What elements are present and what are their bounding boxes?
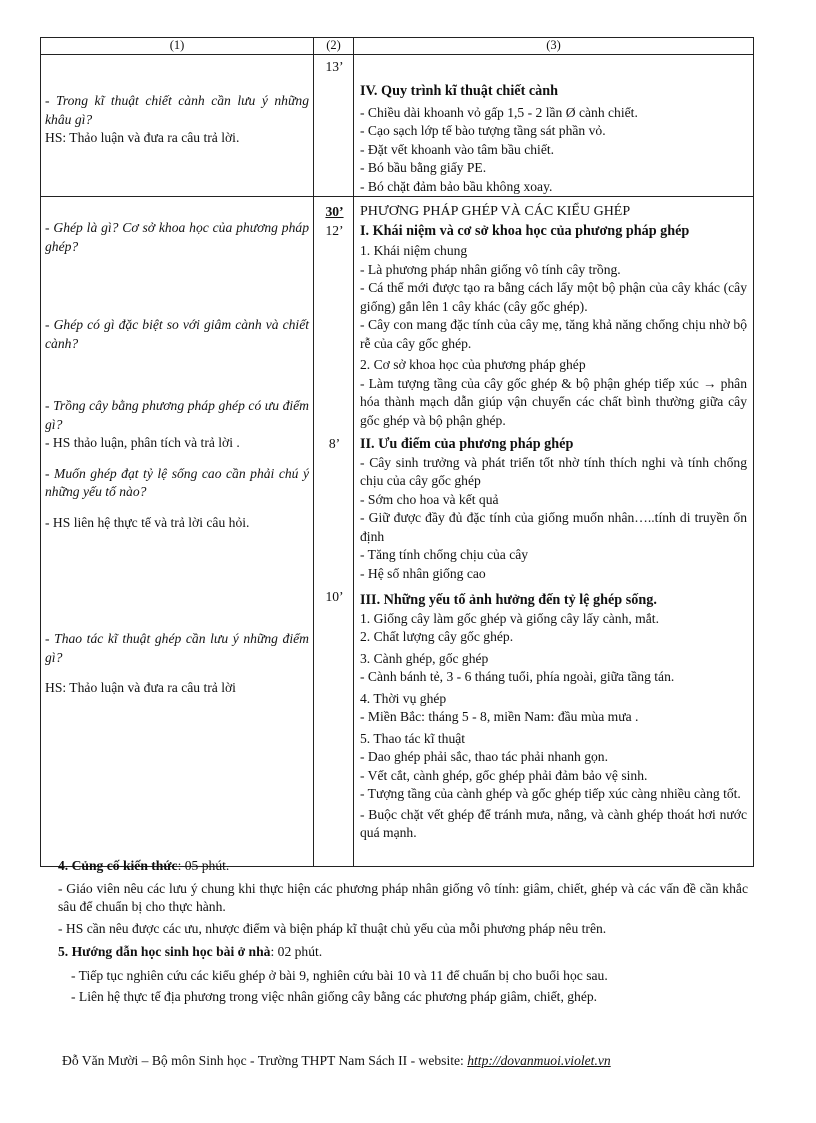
table-header-row bbox=[41, 38, 754, 55]
row2-s1-sub1: 1. Khái niệm chung bbox=[360, 243, 468, 258]
row2-s3-item: - Miền Bắc: tháng 5 - 8, miền Nam: đầu mùa mưa . bbox=[360, 709, 639, 724]
row2-s1-line: - Cá thể mới được tạo ra bằng cách lấy một bộ phận của cây khác (cây giống) gắn lên 1 cây khác (cây gốc ghép). bbox=[360, 280, 747, 314]
page-footer bbox=[62, 1052, 742, 1071]
row2-question-5: - Thao tác kĩ thuật ghép cần lưu ý những điểm gì? bbox=[45, 631, 309, 665]
row1-time: 13’ bbox=[325, 59, 344, 74]
row2-s3-item: 5. Thao tác kĩ thuật bbox=[360, 730, 466, 746]
section-5 bbox=[58, 943, 758, 1007]
row2-question-4: - Muốn ghép đạt tỷ lệ sống cao cần phải chú ý những yếu tố nào? bbox=[45, 465, 309, 499]
footer-text: Đỗ Văn Mười – Bộ môn Sinh học - Trường THPT Nam Sách II - website: bbox=[62, 1053, 468, 1068]
row2-s3-item: - Dao ghép phải sắc, thao tác phải nhanh gọn. bbox=[360, 749, 609, 764]
row2-s2-line: - Tăng tính chống chịu của cây bbox=[360, 547, 529, 562]
row2-section3-heading: III. Những yếu tố ảnh hưởng đến tỷ lệ ghép sống. bbox=[360, 592, 657, 608]
row1-time-cell bbox=[314, 55, 354, 197]
row1-line: - Cạo sạch lớp tế bào tượng tầng sát phần vỏ. bbox=[360, 123, 606, 138]
row2-answer-5: HS: Thảo luận và đưa ra câu trả lời bbox=[45, 680, 236, 695]
row1-line: - Bó bầu bằng giấy PE. bbox=[360, 160, 487, 175]
row1-content-cell bbox=[354, 55, 754, 197]
row2-answer-4: - HS liên hệ thực tế và trả lời câu hỏi. bbox=[45, 514, 250, 530]
section-4-title: 4. Củng cố kiến thức bbox=[58, 858, 178, 873]
header-col-1: (1) bbox=[41, 38, 314, 55]
table-row bbox=[41, 197, 754, 867]
section-4 bbox=[58, 857, 758, 938]
row2-question-2: - Ghép có gì đặc biệt so với giâm cành và chiết cành? bbox=[45, 317, 309, 351]
row2-s3-item: - Vết cắt, cành ghép, gốc ghép phải đảm bảo vệ sinh. bbox=[360, 767, 648, 783]
row2-answer-3: - HS thảo luận, phân tích và trả lời . bbox=[45, 435, 240, 450]
lesson-table bbox=[40, 37, 754, 867]
row2-main-heading: PHƯƠNG PHÁP GHÉP VÀ CÁC KIỂU GHÉP bbox=[360, 204, 631, 219]
row2-s2-line: - Hệ số nhân giống cao bbox=[360, 565, 486, 581]
row2-activity-cell bbox=[41, 197, 314, 867]
row2-time-3: 10’ bbox=[325, 588, 344, 604]
row2-question-1: - Ghép là gì? Cơ sở khoa học của phương pháp ghép? bbox=[45, 220, 309, 254]
section-5-line: - Liên hệ thực tế địa phương trong việc nhân giống cây bằng các phương pháp giâm, chiết, ghép. bbox=[71, 989, 598, 1004]
row2-s1-line: - Cây con mang đặc tính của cây mẹ, tăng khả năng chống chịu nhờ bộ rễ của cây gốc ghép. bbox=[360, 317, 747, 351]
section-5-title: 5. Hướng dẫn học sinh học bài ở nhà bbox=[58, 944, 271, 959]
row2-time-1: 12’ bbox=[325, 222, 344, 238]
row2-time-cell bbox=[314, 197, 354, 867]
row2-s3-item: - Cành bánh tẻ, 3 - 6 tháng tuổi, phía ngoài, giữa tầng tán. bbox=[360, 669, 675, 684]
row2-s3-item: 4. Thời vụ ghép bbox=[360, 690, 447, 706]
row2-s3-item: 2. Chất lượng cây gốc ghép. bbox=[360, 629, 514, 644]
row1-line: - Bó chặt đảm bảo bầu không xoay. bbox=[360, 178, 553, 194]
row2-s3-item: 3. Cành ghép, gốc ghép bbox=[360, 650, 489, 666]
row2-section1-heading: I. Khái niệm và cơ sở khoa học của phương pháp ghép bbox=[360, 222, 690, 239]
row1-answer: HS: Thảo luận và đưa ra câu trả lời. bbox=[45, 130, 240, 145]
row2-s1-sub2: 2. Cơ sở khoa học của phương pháp ghép bbox=[360, 357, 586, 372]
row2-content-cell bbox=[354, 197, 754, 867]
section-4-line: - Giáo viên nêu các lưu ý chung khi thực hiện các phương pháp nhân giống vô tính: giâm, chiết, ghép và các vấn đề cần khắc sâu để chuẩn bị cho thực hành. bbox=[58, 880, 748, 914]
row1-line: - Đặt vết khoanh vào tâm bầu chiết. bbox=[360, 141, 555, 157]
row2-section2-heading: II. Ưu điểm của phương pháp ghép bbox=[360, 436, 574, 452]
row2-s1-line: - Là phương pháp nhân giống vô tính cây trồng. bbox=[360, 261, 621, 277]
table-row bbox=[41, 55, 754, 197]
section-5-line: - Tiếp tục nghiên cứu các kiểu ghép ở bài 9, nghiên cứu bài 10 và 11 để chuẩn bị cho buổi học sau. bbox=[71, 967, 608, 983]
row1-question: - Trong kĩ thuật chiết cành cần lưu ý những khâu gì? bbox=[45, 93, 309, 127]
section-4-line: - HS cần nêu được các ưu, nhược điểm và biện pháp kĩ thuật chủ yếu của mỗi phương pháp nêu trên. bbox=[58, 920, 607, 936]
row2-s3-item: - Buộc chặt vết ghép để tránh mưa, nắng, và cành ghép thoát hơi nước quá mạnh. bbox=[360, 806, 747, 840]
header-col-2: (2) bbox=[314, 38, 354, 55]
row2-s2-line: - Giữ được đầy đủ đặc tính của giống muốn nhân…..tính di truyền ổn định bbox=[360, 510, 747, 544]
row2-time-2: 8’ bbox=[328, 436, 341, 451]
row2-s2-line: - Sớm cho hoa và kết quả bbox=[360, 491, 499, 507]
row2-s2-line: - Cây sinh trưởng và phát triển tốt nhờ tính thích nghi và tính chống chịu của cây gốc ghép bbox=[360, 454, 747, 488]
row1-activity-cell bbox=[41, 55, 314, 197]
row1-heading: IV. Quy trình kĩ thuật chiết cành bbox=[360, 83, 559, 99]
section-5-time: : 02 phút. bbox=[270, 944, 323, 959]
row2-s1-sub2-line: - Làm tượng tầng của cây gốc ghép & bộ phận ghép tiếp xúc → phân hóa thành mạch dẫn giúp vận chuyển các chất bình thường giữa cây gốc ghép và bộ phận ghép. bbox=[360, 375, 747, 428]
row2-s3-item: - Tượng tầng của cành ghép và gốc ghép tiếp xúc càng nhiều càng tốt. bbox=[360, 786, 741, 801]
website-link[interactable]: http://dovanmuoi.violet.vn bbox=[467, 1053, 611, 1068]
section-4-time: : 05 phút. bbox=[177, 858, 230, 873]
row2-time-total: 30’ bbox=[325, 204, 344, 219]
row1-line: - Chiều dài khoanh vỏ gấp 1,5 - 2 lần Ø cành chiết. bbox=[360, 104, 638, 120]
row2-question-3: - Trồng cây bằng phương pháp ghép có ưu điểm gì? bbox=[45, 398, 309, 432]
row2-s3-item: 1. Giống cây làm gốc ghép và giống cây lấy cành, mắt. bbox=[360, 610, 659, 626]
header-col-3: (3) bbox=[354, 38, 754, 55]
